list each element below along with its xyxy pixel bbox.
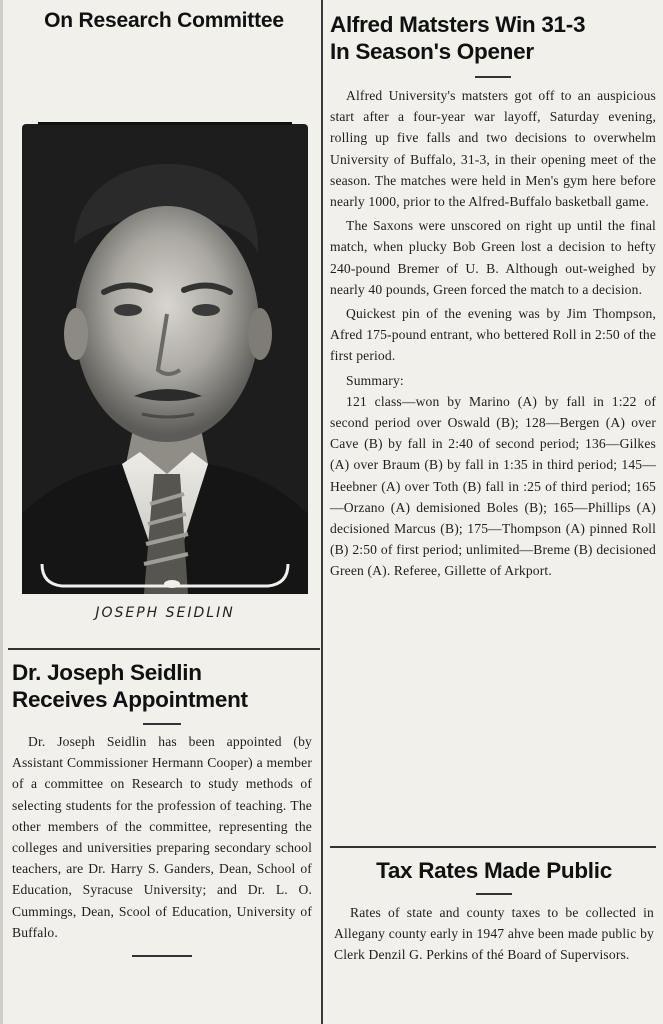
photo-caption: JOSEPH SEIDLIN [95, 605, 235, 621]
portrait-photo [22, 110, 308, 630]
article-body [12, 731, 312, 943]
article-paragraph: Rates of state and county taxes to be collected in Allegany county early in 1947 ahve been made public by Clerk Denzil G. Perkins of thé Board of Supervisors. [334, 905, 654, 963]
headline-rule [475, 76, 511, 78]
left-column [8, 0, 320, 1024]
portrait-illustration [22, 124, 308, 594]
summary-results: 121 class—won by Marino (A) by fall in 1:22 of second period over Oswald (B); 128—Bergen (A) over Cave (B) by fall in 2:40 of second period; 136—Gilkes (A) over Braum (B) by fall in 1:35 in third period; 145—Heebner (A) over Toth (B) fall in :25 of third period; 165—Orzano (A) demisioned Boles (B); 165—Phillips (A) decisioned Marcus (B); 175—Thompson (A) pinned Roll (B) 2:50 of first period; unlimited—Breme (B) decisioned Green (A). Referee, Gillette of Arkport. [330, 393, 656, 579]
end-rule [132, 955, 192, 957]
article-paragraph: Alfred University's matsters got off to an auspicious start after a four-year war layoff, Saturday evening, rolling up five falls and two decisions to overwhelm University of Buffalo, 31-3, in their opening meet of the season. The matches were held in Men's gym here before nearly 1000, prior to the Alfred-Buffalo basketball game. [330, 88, 656, 210]
section-divider [330, 846, 656, 848]
article-paragraph: The Saxons were unscored on right up until the final match, when plucky Bob Green lost a decision to hefty 240-pound Bremer of U. B. Although out-weighed by nearly 40 pounds, Green forced the match to a decision. [330, 218, 656, 297]
summary-label: Summary: [346, 372, 404, 388]
article-headline-line2: Receives Appointment [12, 687, 248, 712]
article-headline-line2: In Season's Opener [330, 39, 534, 64]
tax-rates-article [334, 857, 654, 966]
article-paragraph: Dr. Joseph Seidlin has been appointed (by Assistant Commissioner Hermann Cooper) a member of a committee on Research to study methods of selecting students for the profession of teaching. The other members of the committee, representing the colleges and universities preparing secondary school teachers, are Dr. Harry S. Ganders, Dean, School of Education, Syracuse University; and Dr. L. O. Cummings, Dean, Scool of Education, University of Buffalo. [12, 734, 312, 940]
article-body [334, 902, 654, 966]
headline-rule [143, 723, 181, 725]
photo-headline: On Research Committee [44, 9, 284, 32]
article-headline-line1: Dr. Joseph Seidlin [12, 660, 202, 685]
column-divider [321, 0, 323, 1024]
headline-rule [476, 893, 512, 895]
matsters-article [330, 11, 656, 582]
seidlin-article [12, 659, 312, 957]
page-edge [0, 0, 3, 1024]
article-paragraph: Quickest pin of the evening was by Jim Thompson, Afred 175-pound entrant, who bettered Roll in 2:50 of the first period. [330, 306, 656, 364]
section-divider [8, 648, 320, 650]
right-column [330, 0, 656, 1024]
article-headline-line1: Alfred Matsters Win 31-3 [330, 12, 586, 37]
article-headline: Tax Rates Made Public [376, 858, 612, 883]
article-body [330, 85, 656, 582]
